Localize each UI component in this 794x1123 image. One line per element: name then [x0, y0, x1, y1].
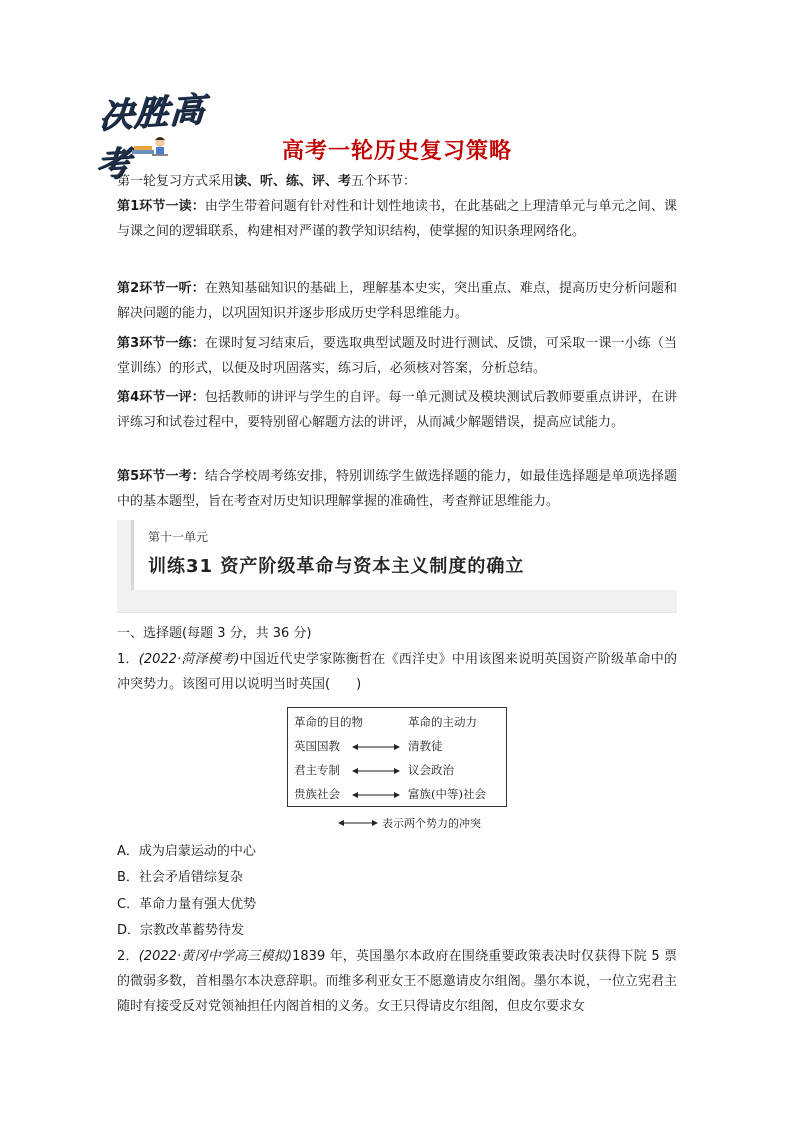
option-c: C．革命力量有强大优势: [117, 897, 257, 912]
question-text: 1839 年，英国墨尔本政府在围绕重要政策表决时仅获得下院 5 票的微弱多数，首相墨尔本决意辞职。而维多利亚女王不愿邀请皮尔组阁。墨尔本说，一位立宪君主随时有接受反对党领袖担任内阁首相的义务。女王只得请皮尔组阁，但皮尔要求女: [117, 949, 677, 1014]
diagram-right: 议会政治: [408, 763, 454, 777]
unit-label: 第十一单元: [148, 530, 209, 544]
step-label: 第3环节一练：: [117, 336, 205, 351]
unit-title: 训练31 资产阶级革命与资本主义制度的确立: [148, 556, 525, 577]
double-arrow-icon: [352, 767, 400, 775]
step-label: 第1环节一读：: [117, 199, 205, 214]
step-paragraph: [117, 464, 677, 514]
double-arrow-icon: [352, 743, 400, 751]
intro-paragraph: [117, 169, 677, 194]
question-source: (2022·黄冈中学高三模拟): [138, 949, 293, 964]
diagram-header-right: 革命的主动力: [408, 715, 477, 729]
diagram-row: [288, 736, 506, 756]
diagram-left: 君主专制: [294, 763, 340, 777]
unit-header: [117, 520, 677, 613]
step-paragraph: [117, 385, 677, 435]
page-title: 高考一轮历史复习策略: [281, 139, 512, 164]
step-paragraph: [117, 331, 677, 381]
diagram-header: [288, 712, 506, 732]
question-1: [117, 647, 677, 697]
option-a: A．成为启蒙运动的中心: [117, 844, 256, 859]
diagram-row: [288, 784, 506, 804]
option-d: D．宗教改革蓄势待发: [117, 923, 245, 938]
step-label: 第2环节一听：: [117, 281, 205, 296]
step-text: 在课时复习结束后，要选取典型试题及时进行测试、反馈，可采取一课一小练（当堂训练）的形式，以便及时巩固落实，练习后，必须核对答案，分析总结。: [117, 336, 677, 376]
diagram-left: 英国国教: [294, 739, 340, 753]
step-label: 第5环节一考：: [117, 469, 205, 484]
option-b: B．社会矛盾错综复杂: [117, 870, 243, 885]
question-source: (2022·菏泽模考): [138, 652, 240, 667]
section-heading: 一、选择题(每题 3 分，共 36 分): [117, 626, 312, 641]
intro-prefix: 第一轮复习方式采用: [117, 174, 235, 189]
question-number: 2．: [117, 949, 139, 964]
diagram-row: [288, 760, 506, 780]
diagram-header-left: 革命的目的物: [294, 715, 363, 729]
question-text: 中国近代史学家陈衡哲在《西洋史》中用该图来说明英国资产阶级革命中的冲突势力。该图可用以说明当时英国( ): [117, 652, 677, 692]
diagram-right: 富族(中等)社会: [408, 787, 486, 801]
double-arrow-icon: [338, 819, 378, 827]
step-text: 结合学校周考练安排，特别训练学生做选择题的能力，如最佳选择题是单项选择题中的基本题型，旨在考查对历史知识理解掌握的准确性，考查辩证思维能力。: [117, 469, 677, 509]
double-arrow-icon: [352, 791, 400, 799]
step-label: 第4环节一评：: [117, 390, 205, 405]
conflict-diagram: [287, 707, 507, 807]
step-text: 由学生带着问题有针对性和计划性地读书，在此基础之上理清单元与单元之间、课与课之间的逻辑联系，构建相对严谨的教学知识结构，使掌握的知识条理网络化。: [117, 199, 677, 239]
diagram-left: 贵族社会: [294, 787, 340, 801]
step-paragraph: [117, 194, 677, 244]
intro-suffix: 五个环节：: [351, 174, 417, 189]
diagram-right: 清教徒: [408, 739, 443, 753]
intro-bold: 读、听、练、评、考: [234, 174, 352, 189]
legend-text: 表示两个势力的冲突: [382, 817, 481, 830]
step-text: 包括教师的讲评与学生的自评。每一单元测试及模块测试后教师要重点讲评，在讲评练习和试卷过程中，要特别留心解题方法的讲评，从而减少解题错误，提高应试能力。: [117, 390, 677, 430]
logo-text: 决胜高考: [94, 89, 207, 186]
unit-header-inner: [131, 520, 680, 590]
step-paragraph: [117, 276, 677, 326]
step-text: 在熟知基础知识的基础上，理解基本史实，突出重点、难点，提高历史分析问题和解决问题的能力，以巩固知识并逐步形成历史学科思维能力。: [117, 281, 677, 321]
question-number: 1．: [117, 652, 139, 667]
question-2: [117, 944, 677, 1019]
